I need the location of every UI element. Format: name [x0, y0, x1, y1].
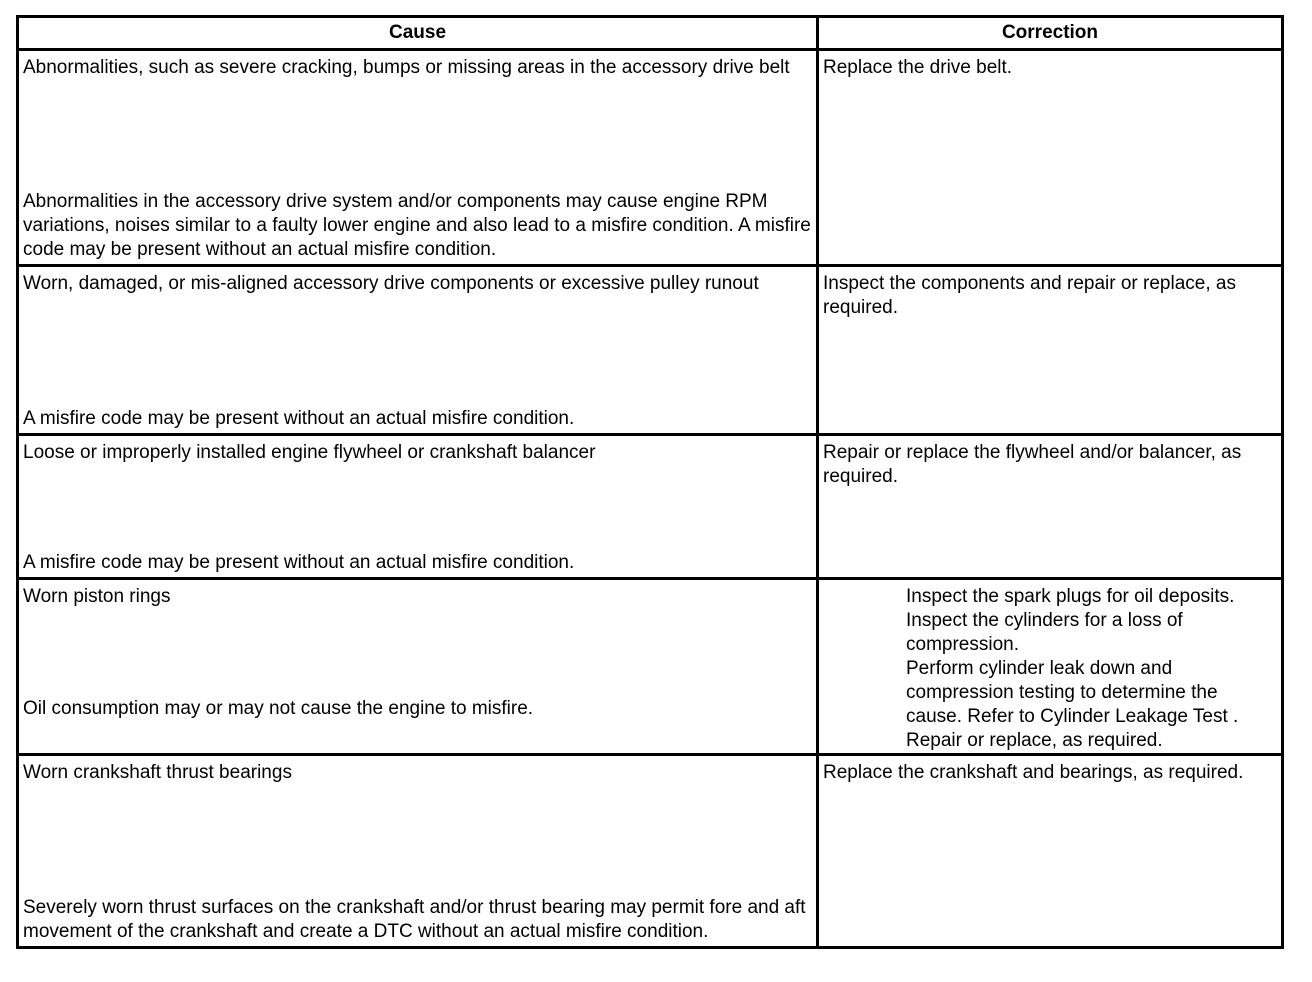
cause-cell — [18, 579, 818, 755]
cause-text: Loose or improperly installed engine flywheel or crankshaft balancer — [23, 442, 596, 463]
correction-cell — [818, 266, 1283, 435]
table-row — [18, 50, 1283, 266]
cause-cell — [18, 435, 818, 579]
correction-step: Inspect the cylinders for a loss of compression. — [906, 610, 1183, 655]
cause-text: Worn, damaged, or mis-aligned accessory drive components or excessive pulley runout — [23, 273, 759, 294]
correction-cell — [818, 579, 1283, 755]
correction-text: Replace the crankshaft and bearings, as required. — [823, 762, 1244, 783]
cause-note: A misfire code may be present without an actual misfire condition. — [23, 408, 575, 429]
cause-cell — [18, 755, 818, 948]
cause-text: Worn piston rings — [23, 586, 171, 607]
cause-cell — [18, 266, 818, 435]
correction-cell — [818, 50, 1283, 266]
cause-note: Abnormalities in the accessory drive system and/or components may cause engine RPM variations, noises similar to a faulty lower engine and also lead to a misfire condition. A misfire code may be present without an actual misfire condition. — [23, 191, 811, 260]
cause-note: Severely worn thrust surfaces on the crankshaft and/or thrust bearing may permit fore and aft movement of the crankshaft and create a DTC without an actual misfire condition. — [23, 897, 806, 942]
diagnostic-table — [16, 15, 1284, 949]
correction-text: Repair or replace the flywheel and/or balancer, as required. — [823, 442, 1242, 487]
correction-step: Inspect the spark plugs for oil deposits. — [906, 586, 1235, 607]
correction-text: Replace the drive belt. — [823, 57, 1013, 78]
cause-text: Worn crankshaft thrust bearings — [23, 762, 292, 783]
cause-cell — [18, 50, 818, 266]
correction-step: Perform cylinder leak down and compression testing to determine the cause. Refer to Cylinder Leakage Test . — [906, 658, 1239, 727]
cause-text: Abnormalities, such as severe cracking, bumps or missing areas in the accessory drive belt — [23, 57, 790, 78]
cause-note: Oil consumption may or may not cause the engine to misfire. — [23, 698, 534, 719]
cause-note: A misfire code may be present without an actual misfire condition. — [23, 552, 575, 573]
correction-cell — [818, 435, 1283, 579]
cause-header: Cause — [18, 17, 818, 50]
table-row — [18, 435, 1283, 579]
table-row — [18, 579, 1283, 755]
table-row — [18, 755, 1283, 948]
correction-text: Inspect the components and repair or replace, as required. — [823, 273, 1236, 318]
header-row — [18, 17, 1283, 50]
correction-step: Repair or replace, as required. — [906, 730, 1163, 751]
correction-cell — [818, 755, 1283, 948]
correction-header: Correction — [818, 17, 1283, 50]
table-row — [18, 266, 1283, 435]
correction-steps — [823, 580, 1277, 753]
